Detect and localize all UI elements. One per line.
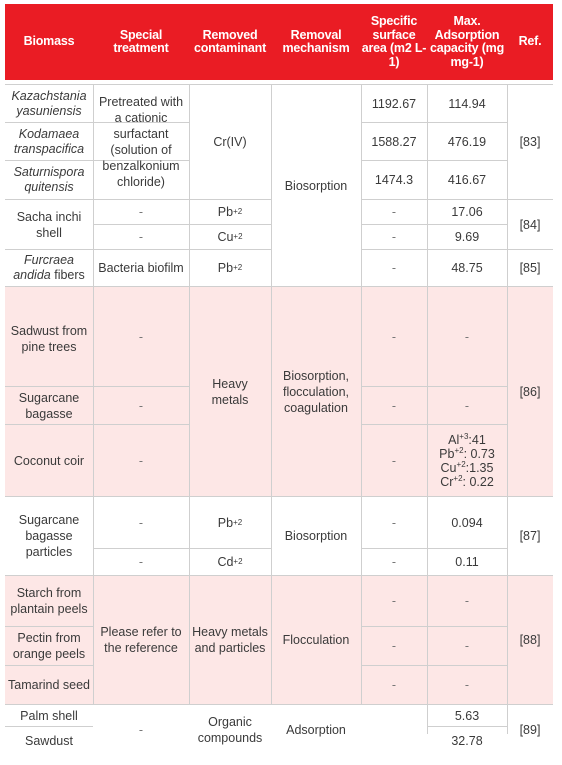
biomass-kodamaea: Kodamaea transpacifica bbox=[13, 126, 85, 156]
contaminant-heavy-metals-particles: Heavy metals and particles bbox=[192, 625, 268, 655]
ref-87: [87] bbox=[519, 529, 541, 543]
mechanism-flocculation: Flocculation bbox=[282, 633, 350, 647]
ref-88: [88] bbox=[519, 633, 541, 647]
treatment-biofilm: Bacteria biofilm bbox=[98, 260, 184, 275]
surface-particles-cd: - bbox=[391, 555, 397, 569]
surface-furcraea: - bbox=[391, 261, 397, 275]
surface-sawdust-pine: - bbox=[391, 329, 397, 344]
contaminant-sacha-cu: Cu +2 bbox=[217, 230, 243, 244]
ref-84: [84] bbox=[519, 217, 541, 232]
capacity-sacha-cu: 9.69 bbox=[454, 230, 480, 244]
capacity-particles-cd: 0.11 bbox=[455, 555, 479, 569]
treatment-refer: Please refer to the reference bbox=[100, 625, 182, 655]
biomass-coconut: Coconut coir bbox=[13, 453, 85, 468]
biomass-sawdust-pine: Sadwust from pine trees bbox=[10, 324, 88, 354]
treatment-surfactant: Pretreated with a cationic surfactant (solution of benzalkonium chloride) bbox=[98, 95, 184, 189]
surface-particles-pb: - bbox=[391, 515, 397, 530]
mechanism-biosorption-1: Biosorption bbox=[284, 178, 348, 193]
surface-tamarind: - bbox=[391, 678, 397, 692]
biomass-sugarcane-particles: Sugarcane bagasse particles bbox=[18, 513, 80, 559]
biomass-sacha-inchi: Sacha inchi shell bbox=[16, 209, 82, 240]
treatment-particles-pb: - bbox=[138, 515, 144, 530]
biomass-furcraea: Furcraea andida fibers bbox=[13, 253, 85, 282]
header-mechanism: Removal mechanism bbox=[282, 27, 350, 55]
capacity-pectin: - bbox=[464, 639, 470, 653]
ref-89: [89] bbox=[519, 722, 541, 737]
capacity-sugarcane: - bbox=[464, 398, 470, 413]
treatment-sacha-cu: - bbox=[138, 230, 144, 244]
contaminant-furcraea-pb: Pb +2 bbox=[217, 261, 243, 275]
contaminant-cr: Cr(IV) bbox=[213, 135, 247, 149]
contaminant-particles-pb: Pb +2 bbox=[217, 515, 243, 530]
mechanism-adsorption: Adsorption bbox=[286, 722, 346, 737]
treatment-adsorption: - bbox=[138, 722, 144, 737]
contaminant-organic: Organic compounds bbox=[197, 714, 263, 745]
surface-kazachstania: 1192.67 bbox=[371, 96, 417, 111]
header-ref: Ref. bbox=[518, 34, 542, 49]
biomass-pectin: Pectin from orange peels bbox=[12, 631, 86, 661]
ref-86: [86] bbox=[519, 384, 541, 399]
mechanism-biosorption-flocculation: Biosorption, flocculation, coagulation bbox=[282, 368, 349, 415]
capacity-sawdust: 32.78 bbox=[451, 733, 483, 748]
surface-saturnispora: 1474.3 bbox=[374, 173, 414, 187]
treatment-coconut: - bbox=[138, 453, 144, 468]
capacity-coconut: $Al^{+3}:41$ $Pb^{+2}$: 0.73 $Cu^{+2}:1.35$ $Cr^{+2}$: 0.22 bbox=[439, 431, 495, 489]
contaminant-heavy-metals: Heavy metals bbox=[211, 376, 249, 407]
mechanism-biosorption-2: Biosorption bbox=[284, 529, 348, 543]
capacity-particles-pb: 0.094 bbox=[451, 515, 483, 530]
capacity-sawdust-pine: - bbox=[464, 329, 470, 344]
surface-starch: - bbox=[391, 594, 397, 608]
capacity-starch: - bbox=[464, 594, 470, 608]
contaminant-sacha-pb: Pb +2 bbox=[217, 205, 243, 219]
surface-kodamaea: 1588.27 bbox=[371, 134, 417, 149]
surface-sacha-cu: - bbox=[391, 230, 397, 244]
treatment-particles-cd: - bbox=[138, 555, 144, 569]
surface-coconut: - bbox=[391, 453, 397, 468]
ref-83: [83] bbox=[519, 135, 541, 149]
capacity-saturnispora: 416.67 bbox=[447, 173, 487, 187]
treatment-sacha-pb: - bbox=[138, 205, 144, 219]
capacity-palm-shell: 5.63 bbox=[454, 708, 480, 723]
capacity-kazachstania: 114.94 bbox=[448, 96, 486, 111]
ref-85: [85] bbox=[519, 261, 541, 275]
capacity-sacha-pb: 17.06 bbox=[451, 205, 483, 219]
header-surface-area: Specific surface area (m2 L-1) bbox=[361, 14, 427, 69]
capacity-tamarind: - bbox=[464, 678, 470, 692]
header-contaminant: Removed contaminant bbox=[193, 27, 267, 55]
biomass-starch: Starch from plantain peels bbox=[10, 586, 88, 616]
treatment-sawdust-pine: - bbox=[138, 329, 144, 344]
biomass-saturnispora: Saturnispora quitensis bbox=[13, 165, 85, 194]
capacity-kodamaea: 476.19 bbox=[447, 134, 487, 149]
surface-sacha-pb: - bbox=[391, 205, 397, 219]
biomass-sawdust: Sawdust bbox=[25, 733, 73, 748]
surface-pectin: - bbox=[391, 639, 397, 653]
header-capacity: Max. Adsorption capacity (mg mg-1) bbox=[429, 14, 505, 69]
header-treatment: Special treatment bbox=[113, 27, 169, 55]
biomass-sugarcane: Sugarcane bagasse bbox=[18, 390, 80, 421]
biomass-tamarind: Tamarind seed bbox=[8, 678, 90, 692]
capacity-furcraea: 48.75 bbox=[451, 261, 483, 275]
treatment-sugarcane: - bbox=[138, 398, 144, 413]
header-biomass: Biomass bbox=[23, 34, 75, 49]
biomass-palm-shell: Palm shell bbox=[20, 708, 78, 723]
biomass-kazachstania: Kazachstania yasuniensis bbox=[11, 88, 87, 118]
contaminant-particles-cd: Cd +2 bbox=[217, 555, 243, 569]
table-header bbox=[5, 4, 553, 80]
surface-sugarcane: - bbox=[391, 398, 397, 413]
